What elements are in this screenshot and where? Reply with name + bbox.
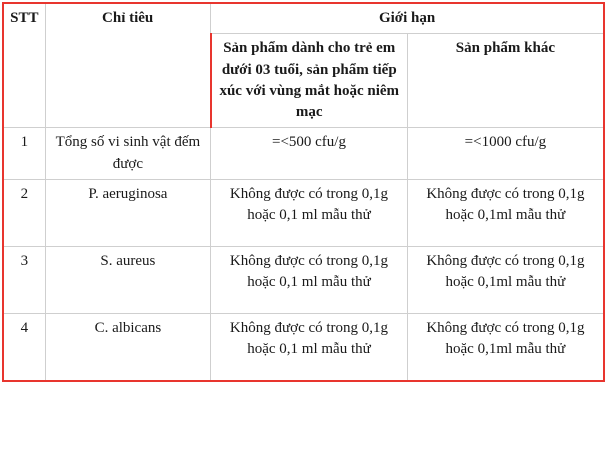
cell-stt: 1 bbox=[3, 128, 45, 180]
cell-stt: 4 bbox=[3, 314, 45, 382]
cell-criteria: P. aeruginosa bbox=[45, 180, 211, 247]
table-row bbox=[3, 314, 604, 382]
cell-limit-children: =<500 cfu/g bbox=[211, 128, 408, 180]
cell-limit-other: Không được có trong 0,1g hoặc 0,1ml mẫu thử bbox=[407, 247, 604, 314]
cell-limit-other: Không được có trong 0,1g hoặc 0,1ml mẫu thử bbox=[407, 314, 604, 382]
cell-criteria: Tổng số vi sinh vật đếm được bbox=[45, 128, 211, 180]
table-row bbox=[3, 247, 604, 314]
cell-criteria: C. albicans bbox=[45, 314, 211, 382]
cell-criteria: S. aureus bbox=[45, 247, 211, 314]
table-header bbox=[3, 3, 604, 128]
table-row bbox=[3, 128, 604, 180]
cell-stt: 2 bbox=[3, 180, 45, 247]
cell-limit-other: =<1000 cfu/g bbox=[407, 128, 604, 180]
cell-limit-children: Không được có trong 0,1g hoặc 0,1 ml mẫu thử bbox=[211, 180, 408, 247]
header-limit-other: Sản phẩm khác bbox=[407, 34, 604, 128]
cell-stt: 3 bbox=[3, 247, 45, 314]
header-stt: STT bbox=[3, 3, 45, 128]
table-body bbox=[3, 128, 604, 381]
microbial-limits-table bbox=[2, 2, 605, 382]
cell-limit-children: Không được có trong 0,1g hoặc 0,1 ml mẫu thử bbox=[211, 247, 408, 314]
table-row bbox=[3, 180, 604, 247]
cell-limit-other: Không được có trong 0,1g hoặc 0,1ml mẫu thử bbox=[407, 180, 604, 247]
header-limit-group: Giới hạn bbox=[211, 3, 604, 34]
header-limit-children: Sản phẩm dành cho trẻ em dưới 03 tuổi, sản phẩm tiếp xúc với vùng mắt hoặc niêm mạc bbox=[211, 34, 408, 128]
header-row-primary bbox=[3, 3, 604, 34]
header-criteria: Chỉ tiêu bbox=[45, 3, 211, 128]
cell-limit-children: Không được có trong 0,1g hoặc 0,1 ml mẫu thử bbox=[211, 314, 408, 382]
